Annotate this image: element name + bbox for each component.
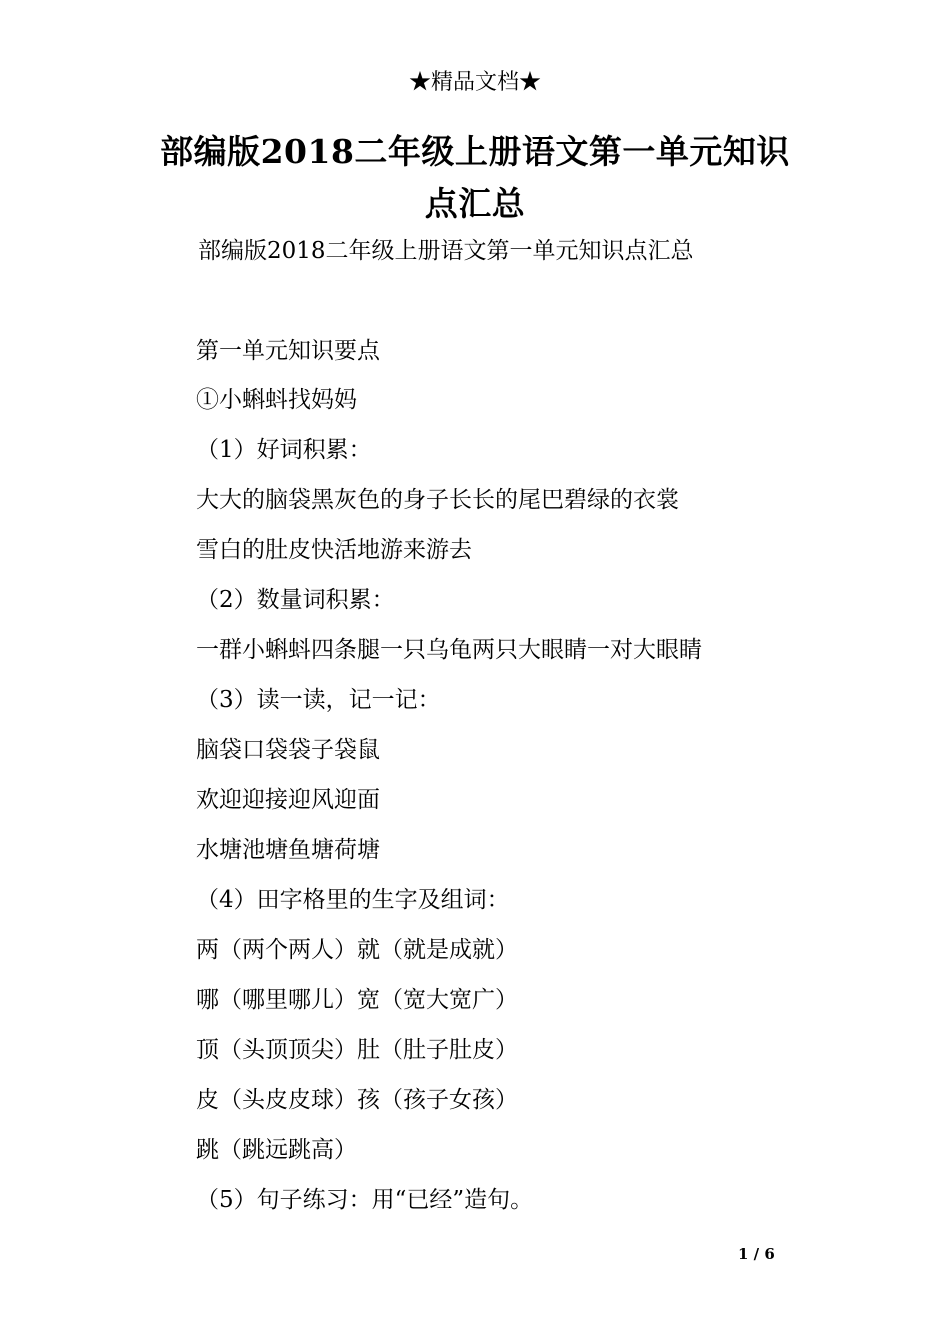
body-line-item-3-text-b: 欢迎迎接迎风迎面 bbox=[196, 787, 380, 813]
body-line-item-2-text: 一群小蝌蚪四条腿一只乌龟两只大眼睛一对大眼睛 bbox=[196, 637, 702, 663]
header-mark: ★精品文档★ bbox=[408, 70, 541, 95]
body-line-item-2-heading: （2）数量词积累： bbox=[196, 587, 395, 613]
body-line-item-4-heading: （4）田字格里的生字及组词： bbox=[196, 887, 510, 913]
body-line-subtitle: 部编版2018二年级上册语文第一单元知识点汇总 bbox=[198, 238, 694, 264]
body-line-item-5-heading: （5）句子练习：用“已经”造句。 bbox=[196, 1187, 534, 1213]
body-line-item-4-text-a: 两（两个两人）就（就是成就） bbox=[196, 937, 518, 963]
body-line-item-1-text-b: 雪白的肚皮快活地游来游去 bbox=[196, 537, 472, 563]
document-title: 部编版2018二年级上册语文第一单元知识点汇总 bbox=[160, 132, 790, 223]
body-line-lesson-title: ①小蝌蚪找妈妈 bbox=[196, 387, 357, 413]
body-line-item-1-heading: （1）好词积累： bbox=[196, 437, 372, 463]
page-number: 1 / 6 bbox=[738, 1245, 775, 1263]
body-line-item-1-text-a: 大大的脑袋黑灰色的身子长长的尾巴碧绿的衣裳 bbox=[196, 487, 679, 513]
body-line-item-3-heading: （3）读一读，记一记： bbox=[196, 687, 441, 713]
body-line-item-4-text-d: 皮（头皮皮球）孩（孩子女孩） bbox=[196, 1087, 518, 1113]
body-line-section-heading: 第一单元知识要点 bbox=[196, 338, 380, 364]
body-line-item-4-text-b: 哪（哪里哪儿）宽（宽大宽广） bbox=[196, 987, 518, 1013]
body-line-item-3-text-a: 脑袋口袋袋子袋鼠 bbox=[196, 737, 380, 763]
body-line-item-4-text-e: 跳（跳远跳高） bbox=[196, 1137, 357, 1163]
body-line-item-3-text-c: 水塘池塘鱼塘荷塘 bbox=[196, 837, 380, 863]
body-line-item-4-text-c: 顶（头顶顶尖）肚（肚子肚皮） bbox=[196, 1037, 518, 1063]
